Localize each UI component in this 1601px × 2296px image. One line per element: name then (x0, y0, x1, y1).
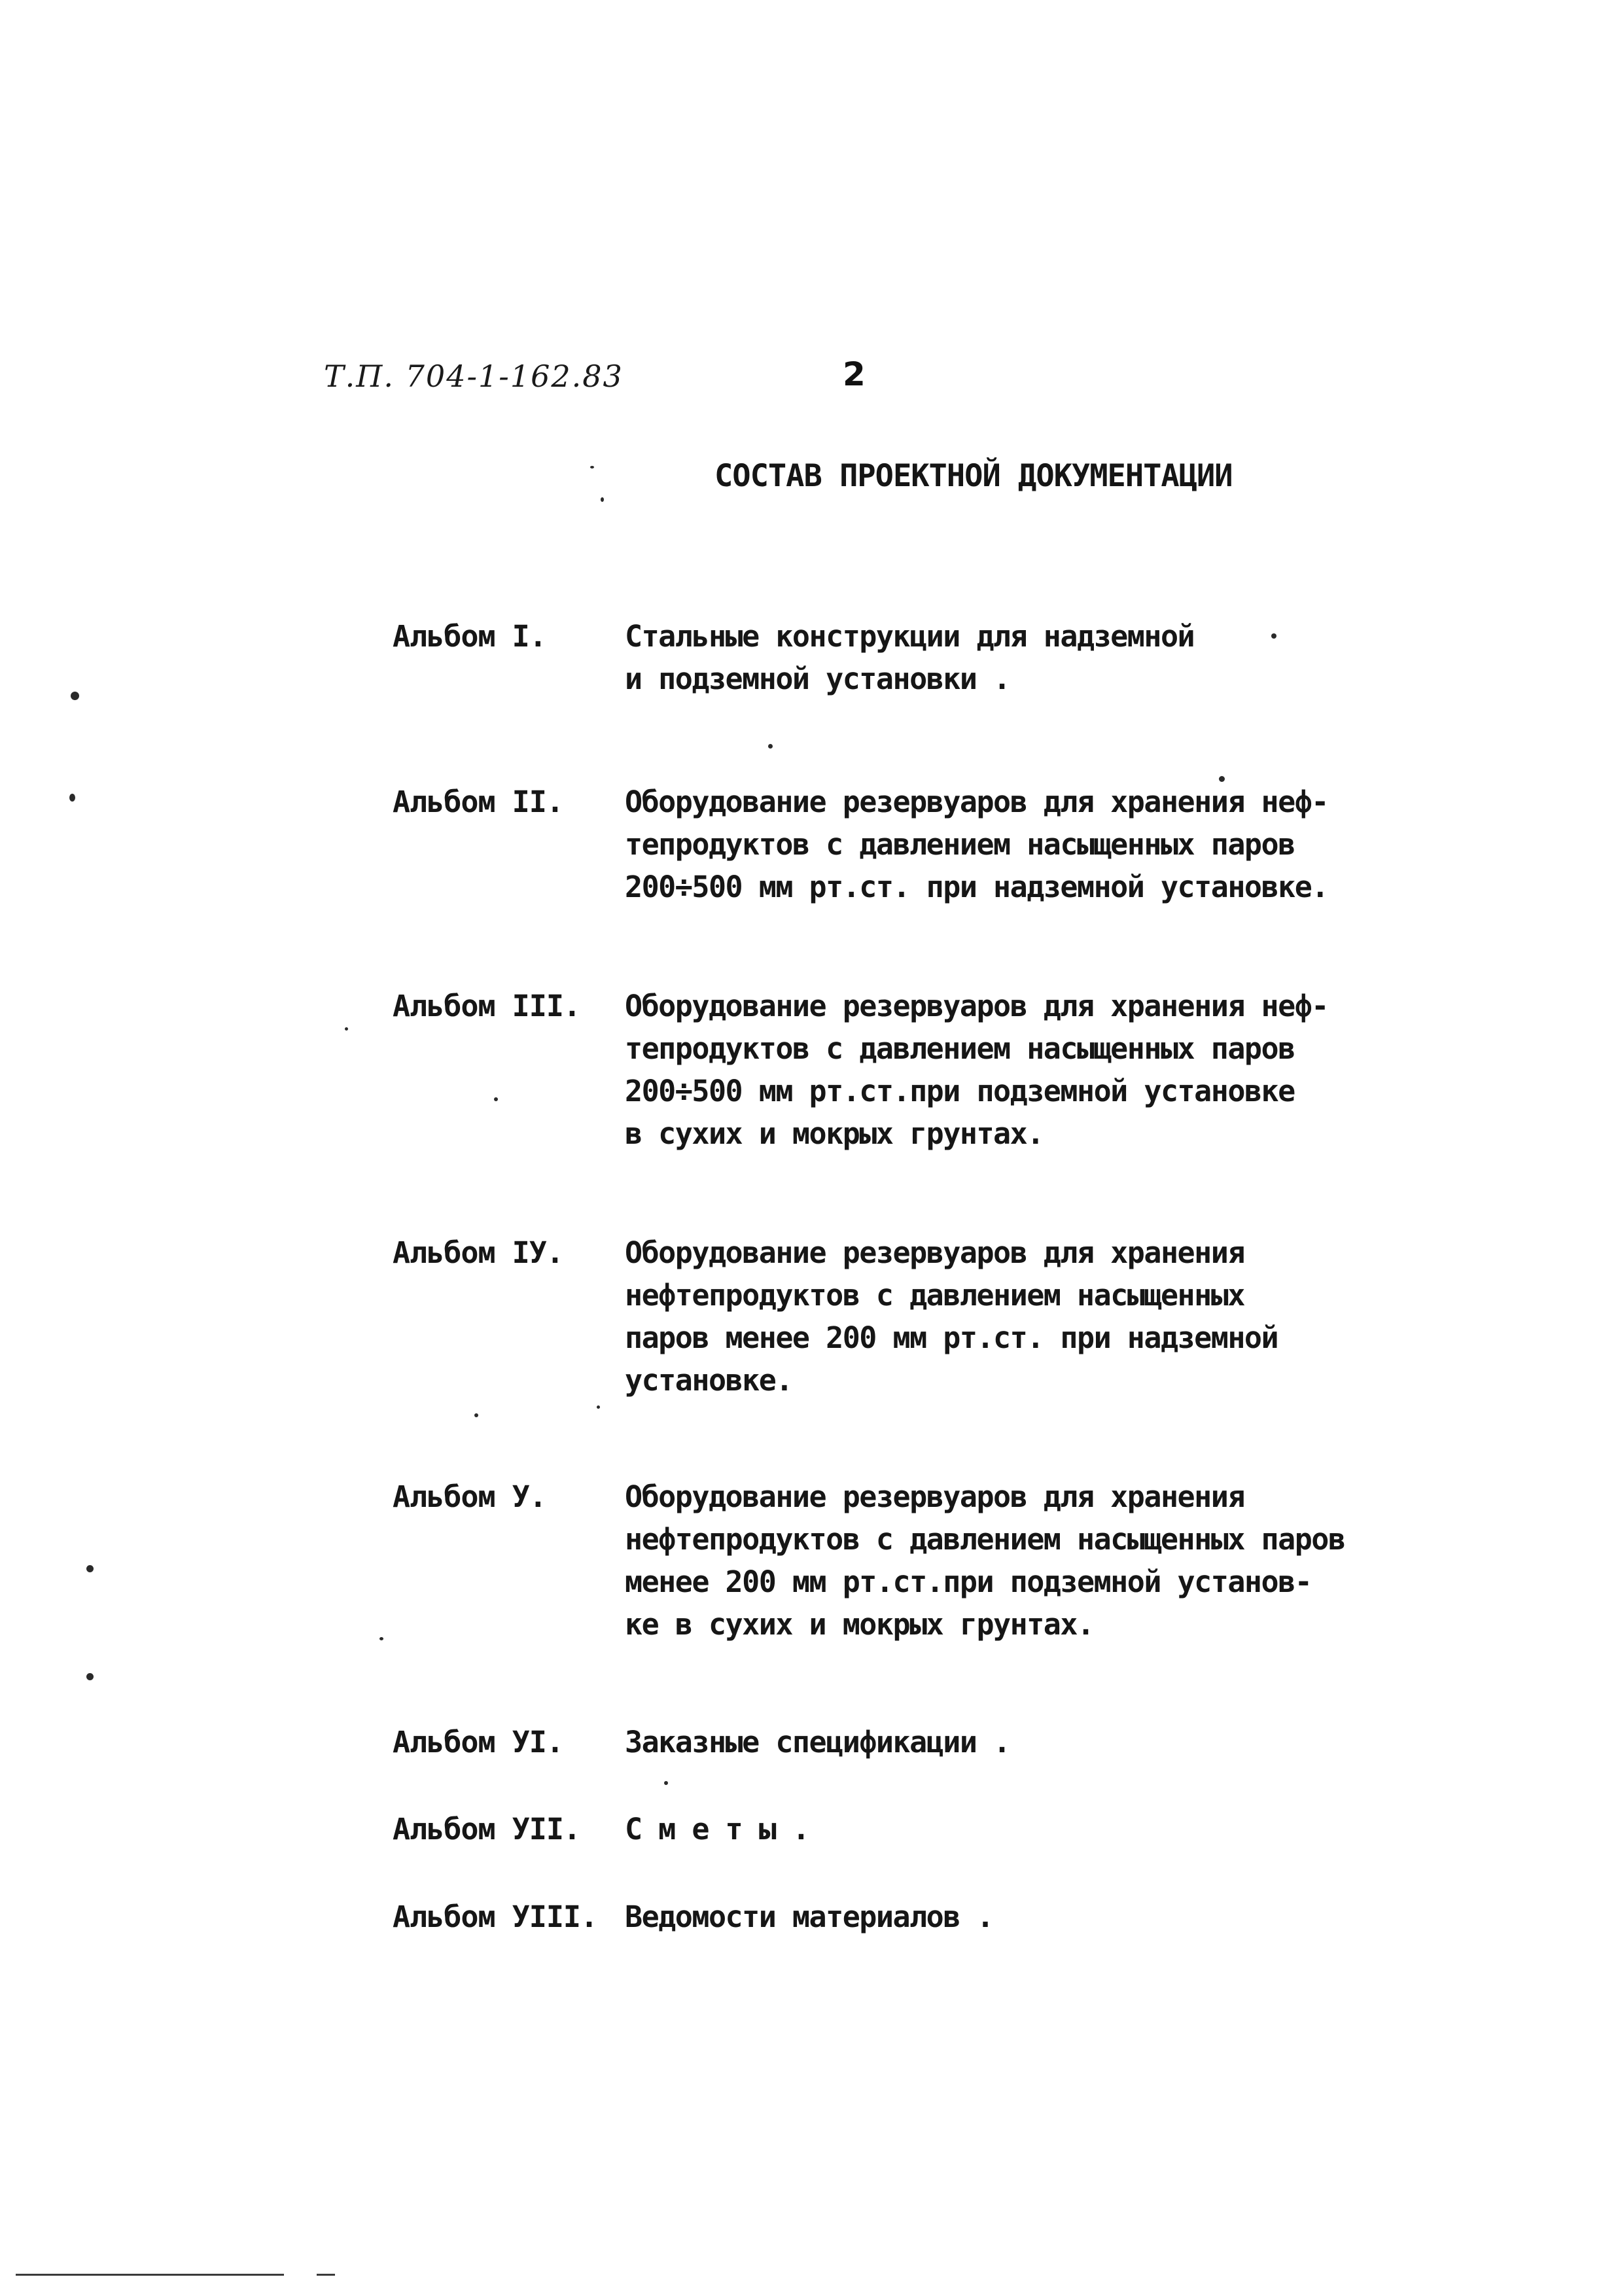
album-label: Альбом УII. (393, 1812, 581, 1846)
scan-speck (597, 1405, 600, 1409)
album-label: Альбом I. (393, 619, 546, 654)
album-description: С м е т ы . (625, 1812, 809, 1846)
bottom-rule-fragment (317, 2274, 335, 2276)
scan-speck (69, 794, 75, 802)
document-title: СОСТАВ ПРОЕКТНОЙ ДОКУМЕНТАЦИИ (714, 458, 1233, 494)
album-label: Альбом II. (393, 785, 563, 819)
scan-speck (71, 692, 79, 700)
album-description: Оборудование резервуаров для хранения неф- тепродуктов с давлением насыщенных паров 200÷500 мм рт.ст.при подземной установке в сухих и мокрых грунтах. (625, 989, 1328, 1151)
album-description: Ведомости материалов . (625, 1899, 994, 1934)
album-description: Оборудование резервуаров для хранения нефтепродуктов с давлением насыщенных паров менее 200 мм рт.ст.при подземной установ- ке в сухих и мокрых грунтах. (625, 1479, 1345, 1642)
scan-speck (1271, 633, 1276, 639)
scan-speck (768, 744, 773, 749)
scan-speck (601, 497, 604, 502)
album-label: Альбом III. (393, 989, 581, 1023)
album-description: Оборудование резервуаров для хранения неф- тепродуктов с давлением насыщенных паров 200÷500 мм рт.ст. при надземной установке. (625, 785, 1328, 904)
album-label: Альбом УI. (393, 1725, 563, 1759)
album-description: Оборудование резервуаров для хранения нефтепродуктов с давлением насыщенных паров менее 200 мм рт.ст. при надземной установке. (625, 1235, 1278, 1398)
album-label: Альбом IУ. (393, 1235, 563, 1270)
scan-speck (345, 1027, 348, 1031)
bottom-rule (16, 2274, 284, 2276)
scan-speck (494, 1097, 498, 1101)
scan-speck (379, 1637, 383, 1640)
scan-speck (86, 1673, 94, 1680)
scan-speck (664, 1781, 668, 1785)
album-description: Стальные конструкции для надземной и подземной установки . (625, 619, 1195, 696)
scan-speck (86, 1565, 94, 1572)
album-description: Заказные спецификации . (625, 1725, 1010, 1759)
scan-speck (590, 466, 594, 468)
page-number: 2 (843, 355, 866, 393)
scan-speck (474, 1413, 478, 1417)
album-label: Альбом УIII. (393, 1899, 598, 1934)
scan-speck (1219, 776, 1225, 782)
album-label: Альбом У. (393, 1479, 546, 1514)
document-code: Т.П. 704-1-162.83 (324, 359, 624, 394)
